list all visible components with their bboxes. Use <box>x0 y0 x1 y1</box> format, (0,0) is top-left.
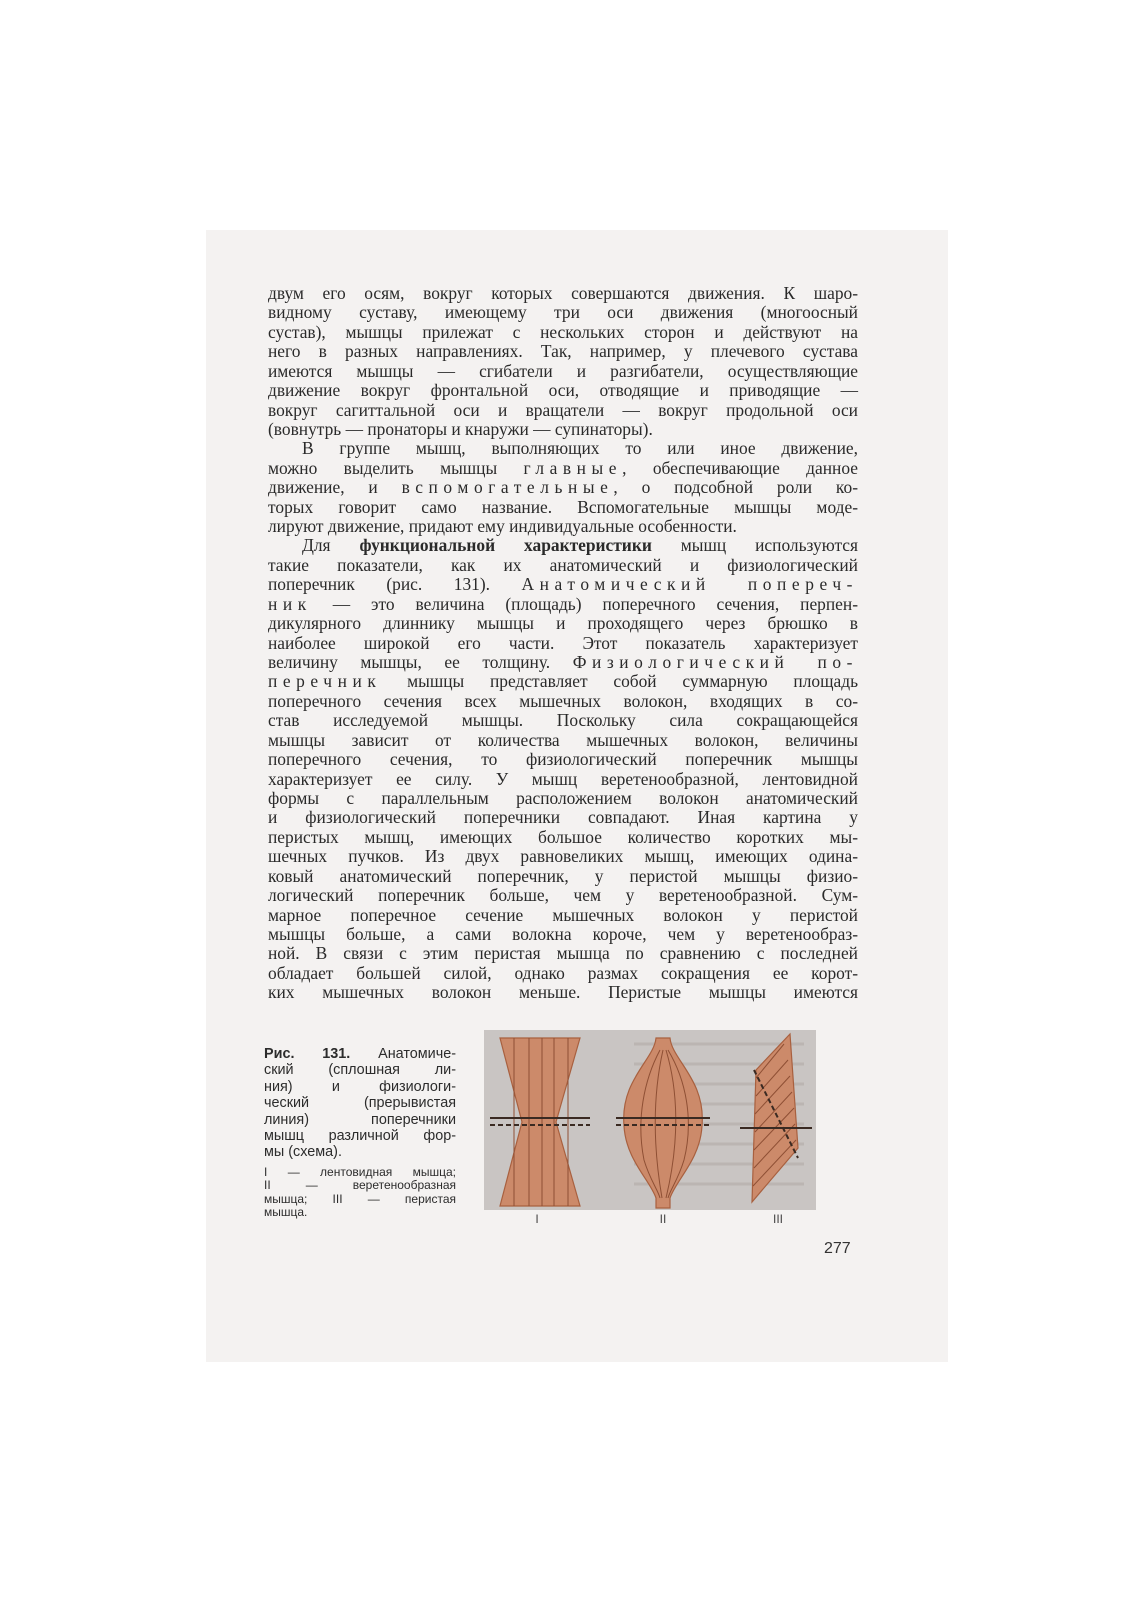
text-run: торых говорит само название. Вспомогательные мышцы моде- <box>268 496 858 517</box>
text-run: мы (схема). <box>264 1144 342 1161</box>
text-line <box>268 964 858 983</box>
text-line <box>268 886 858 905</box>
text-line <box>268 672 858 691</box>
legend-line: мышца; III — перистая <box>264 1191 456 1206</box>
text-run: него в разных направлениях. Так, например, у плечевого сустава <box>268 341 858 362</box>
spaced-term: ник <box>268 593 312 614</box>
muscle-diagram-figure <box>484 1030 816 1210</box>
text-run: став исследуемой мышцы. Поскольку сила сокращающейся <box>268 710 858 731</box>
text-line <box>268 692 858 711</box>
text-run: двум его осям, вокруг которых совершаются движения. К шаро- <box>268 283 858 303</box>
text-line <box>268 847 858 866</box>
text-line <box>268 284 858 303</box>
text-run: формы с параллельным расположением волокон анатомический <box>268 787 858 808</box>
text-line <box>268 731 858 750</box>
text-run: Анатомиче- <box>350 1046 456 1062</box>
text-line <box>268 944 858 963</box>
text-run: вокруг сагиттальной оси и вращатели — вокруг продольной оси <box>268 399 858 420</box>
text-line <box>268 323 858 342</box>
figure-caption <box>264 1046 456 1219</box>
text-run: линия) поперечники <box>264 1111 456 1128</box>
caption-line <box>264 1095 456 1111</box>
text-run: мышцы больше, а сами волокна короче, чем у веретенообраз- <box>268 923 858 944</box>
body-text <box>268 284 858 1003</box>
text-line <box>268 459 858 478</box>
text-line <box>268 653 858 672</box>
text-run: мышцы представляет собой суммарную площадь <box>381 671 858 692</box>
bold-term: функциональной характеристики <box>359 535 652 556</box>
text-line <box>268 303 858 322</box>
text-line <box>268 439 858 458</box>
text-run: ский (сплошная ли- <box>264 1062 456 1079</box>
text-run: лируют движение, придают ему индивидуальные особенности. <box>268 516 737 537</box>
spaced-term: Анатомический попереч- <box>521 574 858 595</box>
text-run: движение вокруг фронтальной оси, отводящие и приводящие — <box>268 380 858 401</box>
text-run: , о подсобной роли ко- <box>613 477 858 498</box>
text-line <box>268 575 858 594</box>
caption-title <box>264 1046 456 1161</box>
text-line <box>268 711 858 730</box>
text-run: ких мышечных волокон меньше. Перистые мышцы имеются <box>268 982 858 1003</box>
text-line <box>268 401 858 420</box>
text-line <box>268 595 858 614</box>
text-run: видному суставу, имеющему три оси движения (многоосный <box>268 302 858 323</box>
text-run: перистых мышц, имеющих большое количество коротких мы- <box>268 826 858 847</box>
text-line <box>268 556 858 575</box>
legend-line: мышца. <box>264 1205 308 1220</box>
figure-label-1: I <box>535 1212 539 1226</box>
text-line <box>268 420 858 439</box>
spaced-term: перечник <box>268 671 382 692</box>
caption-line <box>264 1112 456 1128</box>
caption-legend <box>264 1166 456 1220</box>
text-run: можно выделить мышцы <box>268 457 524 478</box>
text-line <box>268 381 858 400</box>
text-run: логический поперечник больше, чем у веретенообразной. Сум- <box>268 885 858 906</box>
figure-label-2: II <box>659 1212 667 1226</box>
figure-label-3: III <box>772 1212 784 1226</box>
text-run: такие показатели, как их анатомический и физиологический <box>268 554 858 575</box>
text-line <box>268 808 858 827</box>
legend-line: I — лентовидная мышца; <box>264 1164 456 1179</box>
text-line <box>268 925 858 944</box>
legend-line: II — веретенообразная <box>264 1178 456 1193</box>
text-run: (вовнутрь — пронаторы и кнаружи — супинаторы). <box>268 418 653 439</box>
text-line <box>268 614 858 633</box>
text-run: ческий (прерывистая <box>264 1095 456 1112</box>
spaced-term: Физиологический по- <box>572 652 858 673</box>
text-line <box>268 867 858 886</box>
text-run: ковый анатомический поперечник, у перистой мышцы физио- <box>268 865 858 886</box>
text-line <box>268 770 858 789</box>
text-line <box>268 789 858 808</box>
text-run: поперечник (рис. 131). <box>268 574 522 595</box>
caption-line <box>264 1144 456 1160</box>
text-run: характеризует ее силу. У мышц веретенообразной, лентовидной <box>268 768 858 789</box>
text-run: обладает большей силой, однако размах сокращения ее корот- <box>268 962 858 983</box>
text-line <box>268 362 858 381</box>
spaced-term: главные <box>523 457 623 478</box>
text-run: поперечного сечения всех мышечных волокон, входящих в со- <box>268 690 858 711</box>
text-line <box>268 983 858 1002</box>
text-run: величину мышцы, ее толщину. <box>268 652 573 673</box>
text-line <box>268 828 858 847</box>
text-line <box>268 498 858 517</box>
text-run: ной. В связи с этим перистая мышца по сравнению с последней <box>268 943 858 964</box>
text-run: сустав), мышцы прилежат с нескольких сторон и действуют на <box>268 321 858 342</box>
page-number: 277 <box>824 1240 851 1257</box>
text-run: мышцы зависит от количества мышечных волокон, величины <box>268 729 858 750</box>
text-run: движение, и <box>268 477 402 498</box>
text-line <box>268 536 858 555</box>
text-line <box>268 750 858 769</box>
text-run: шечных пучков. Из двух равновеликих мышц, имеющих одина- <box>268 846 858 867</box>
caption-line <box>264 1079 456 1095</box>
caption-line <box>264 1128 456 1144</box>
text-line <box>268 478 858 497</box>
text-run: и физиологический поперечники совпадают. Иная картина у <box>268 807 858 828</box>
spaced-term: вспомогательные <box>401 477 614 498</box>
text-line <box>268 517 858 536</box>
text-run: — это величина (площадь) поперечного сечения, перпен- <box>311 593 858 614</box>
bold-term: Рис. 131. <box>264 1046 351 1062</box>
text-run: В группе мышц, выполняющих то или иное движение, <box>302 438 858 459</box>
text-run: имеются мышцы — сгибатели и разгибатели, осуществляющие <box>268 360 858 381</box>
text-run: поперечного сечения, то физиологический поперечник мышцы <box>268 749 858 770</box>
text-run: марное поперечное сечение мышечных волокон у перистой <box>268 904 858 925</box>
text-run: ния) и физиологи- <box>264 1078 456 1095</box>
caption-line <box>264 1062 456 1078</box>
text-run: дикулярного длиннику мышцы и проходящего через брюшко в <box>268 613 858 634</box>
text-line <box>268 634 858 653</box>
text-line <box>268 906 858 925</box>
text-run: мышц различной фор- <box>264 1128 456 1145</box>
text-line <box>268 342 858 361</box>
text-run: мышц используются <box>651 535 859 556</box>
caption-line <box>264 1046 456 1062</box>
text-run: Для <box>302 535 360 556</box>
text-run: наиболее широкой его части. Этот показатель характеризует <box>268 632 858 653</box>
text-run: , обеспечивающие данное <box>622 457 858 478</box>
